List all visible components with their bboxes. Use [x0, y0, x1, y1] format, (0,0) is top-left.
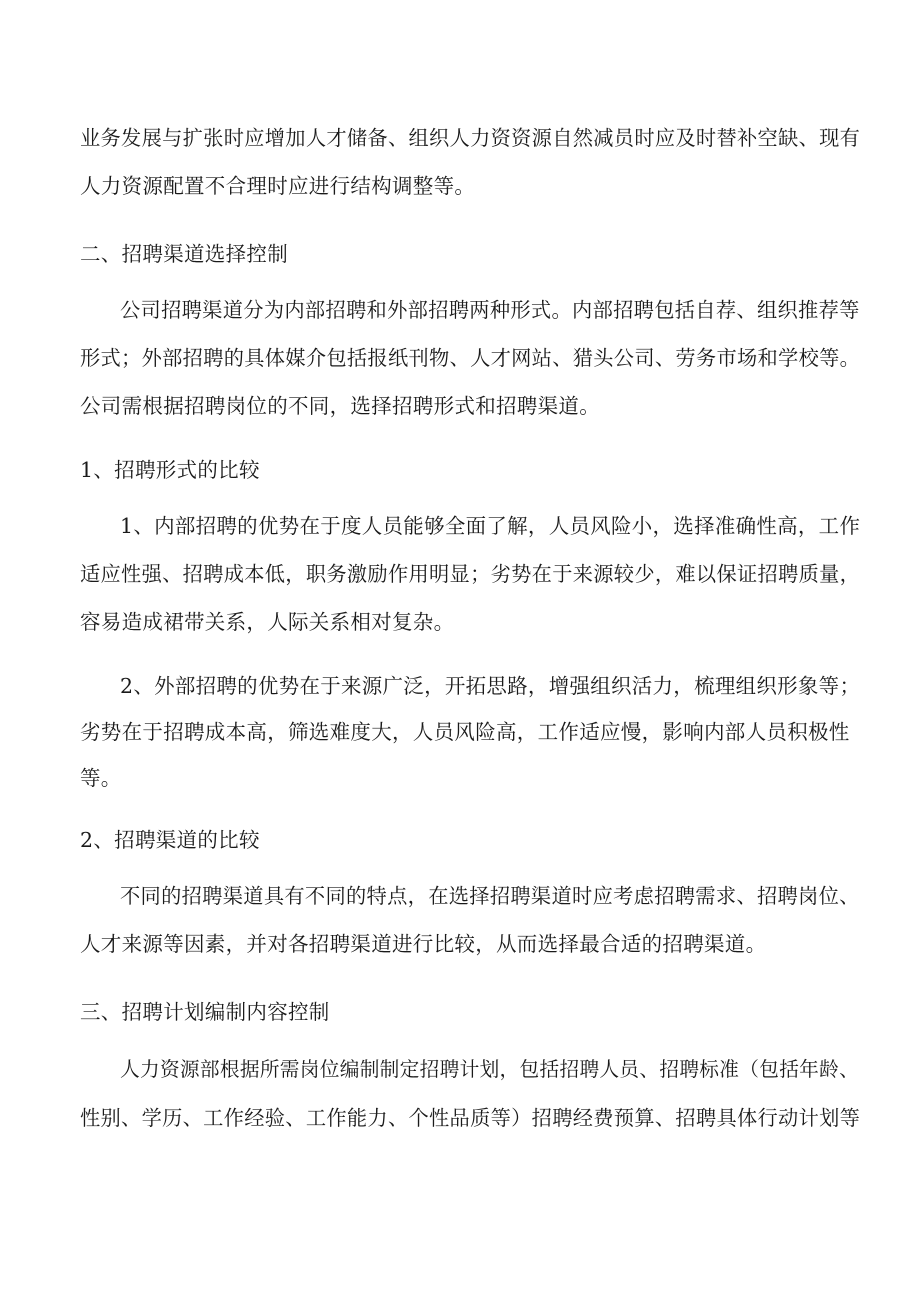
subsection-heading-1: 1、招聘形式的比较 — [80, 458, 260, 482]
section-heading-3: 三、招聘计划编制内容控制 — [80, 1000, 330, 1024]
text-line: 容易造成裙带关系，人际关系相对复杂。 — [80, 610, 455, 634]
text-line: 形式；外部招聘的具体媒介包括报纸刊物、人才网站、猎头公司、劳务市场和学校等。 — [80, 346, 861, 370]
text-line: 不同的招聘渠道具有不同的特点，在选择招聘渠道时应考虑招聘需求、招聘岗位、 — [120, 884, 860, 908]
text-line: 适应性强、招聘成本低，职务激励作用明显；劣势在于来源较少，难以保证招聘质量， — [80, 562, 861, 586]
section-heading-2: 二、招聘渠道选择控制 — [80, 242, 288, 266]
text-line: 公司招聘渠道分为内部招聘和外部招聘两种形式。内部招聘包括自荐、组织推荐等 — [120, 298, 860, 322]
text-line: 性别、学历、工作经验、工作能力、个性品质等）招聘经费预算、招聘具体行动计划等 — [80, 1106, 861, 1130]
text-line: 公司需根据招聘岗位的不同，选择招聘形式和招聘渠道。 — [80, 394, 600, 418]
text-line: 等。 — [80, 766, 122, 790]
subsection-heading-2: 2、招聘渠道的比较 — [80, 828, 260, 852]
text-line: 1、内部招聘的优势在于度人员能够全面了解，人员风险小，选择准确性高，工作 — [120, 514, 861, 538]
text-line: 人力资源部根据所需岗位编制制定招聘计划，包括招聘人员、招聘标准（包括年龄、 — [120, 1058, 860, 1081]
text-line: 人才来源等因素，并对各招聘渠道进行比较，从而选择最合适的招聘渠道。 — [80, 932, 767, 956]
text-line: 2、外部招聘的优势在于来源广泛，开拓思路，增强组织活力，梳理组织形象等； — [120, 674, 861, 698]
text-line: 人力资源配置不合理时应进行结构调整等。 — [80, 174, 476, 198]
text-line: 业务发展与扩张时应增加人才储备、组织人力资资源自然减员时应及时替补空缺、现有 — [80, 126, 861, 150]
text-line: 劣势在于招聘成本高，筛选难度大，人员风险高，工作适应慢，影响内部人员积极性 — [80, 720, 850, 744]
